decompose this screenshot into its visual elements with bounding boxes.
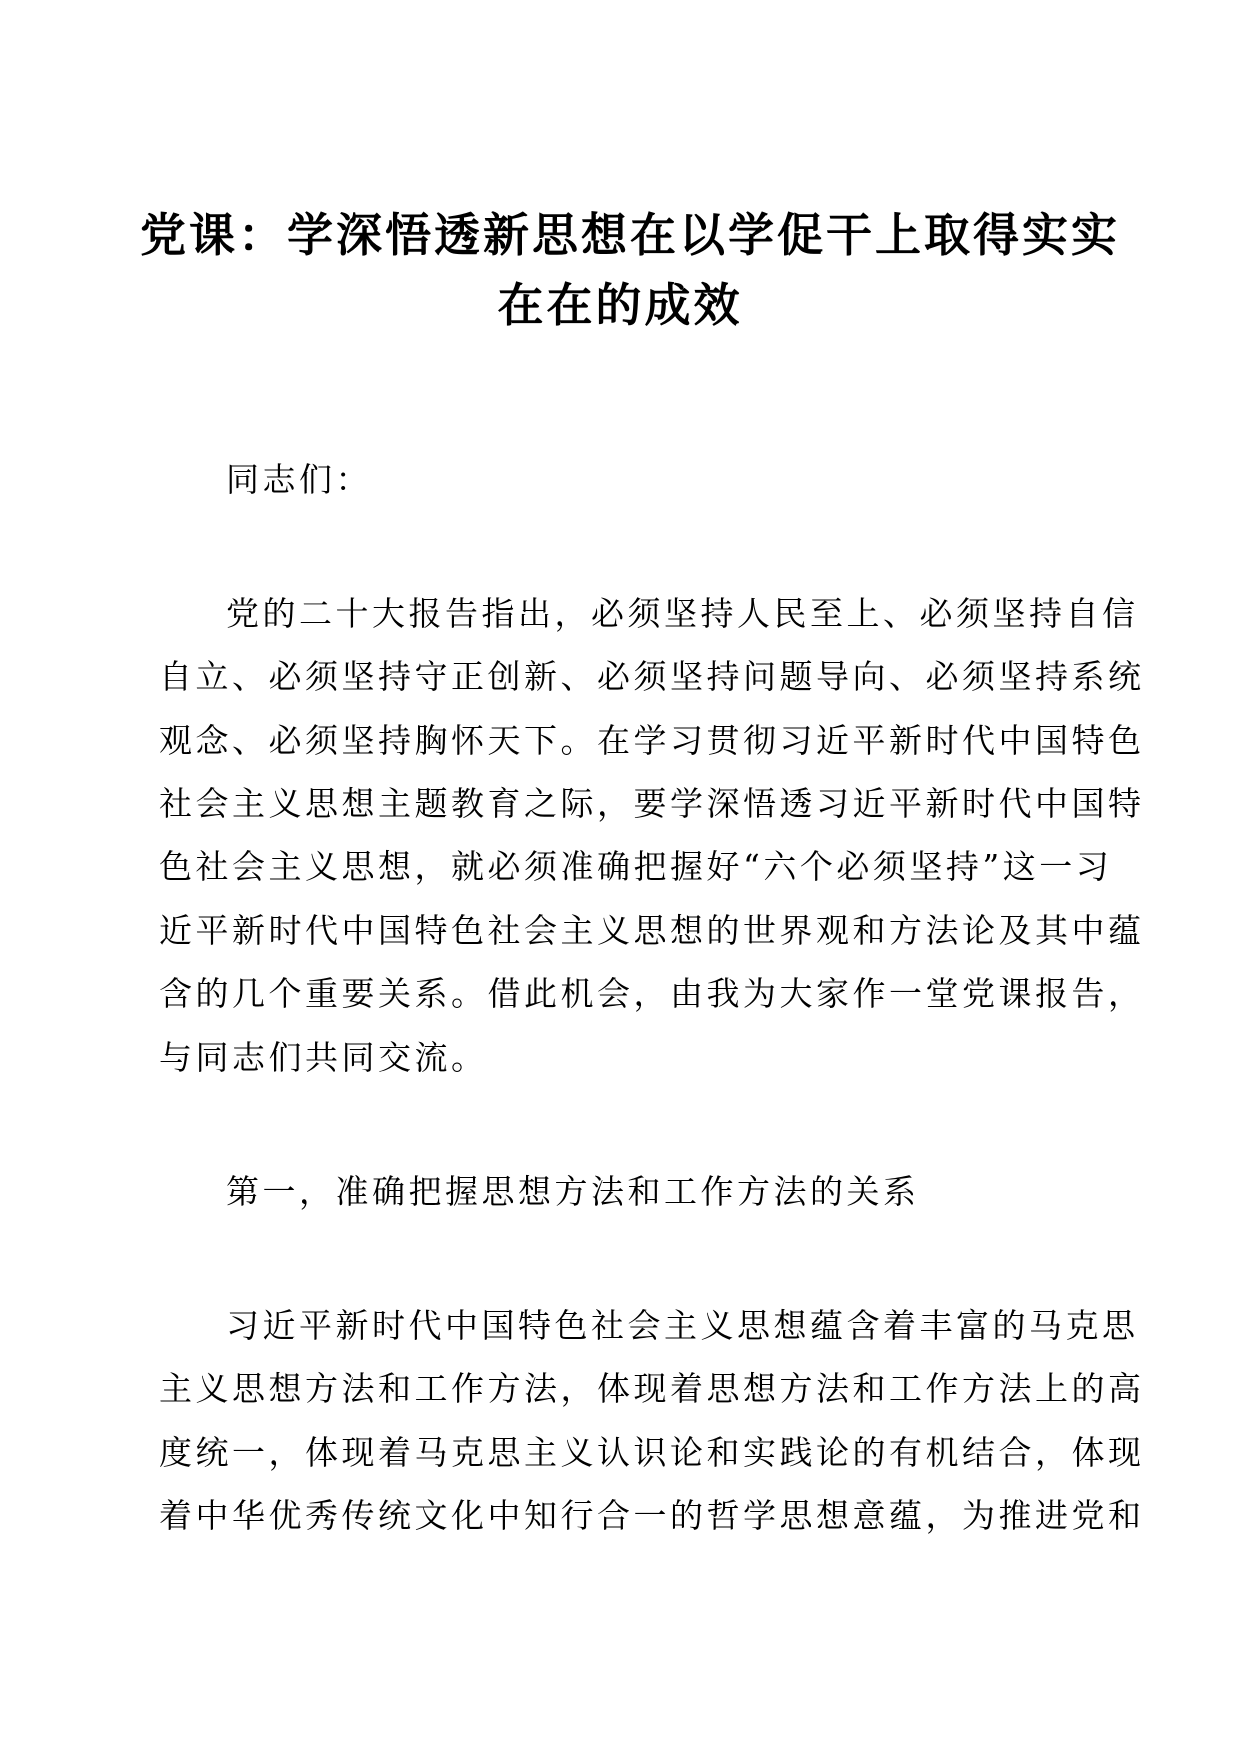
document-title-line-1: 党课：学深悟透新思想在以学促干上取得实实	[140, 208, 1120, 262]
paragraph1-line-1: 党的二十大报告指出，必须坚持人民至上、必须坚持自信	[226, 594, 1139, 633]
paragraph1-line-5: 色社会主义思想，就必须准确把握好“六个必须坚持”这一习	[159, 847, 1113, 886]
paragraph1-line-6: 近平新时代中国特色社会主义思想的世界观和方法论及其中蕴	[159, 911, 1145, 950]
paragraph2-line-4: 着中华优秀传统文化中知行合一的哲学思想意蕴，为推进党和	[159, 1496, 1145, 1535]
paragraph1-line-7: 含的几个重要关系。借此机会，由我为大家作一堂党课报告，	[159, 974, 1145, 1013]
section-heading-1: 第一，准确把握思想方法和工作方法的关系	[226, 1172, 920, 1211]
paragraph1-line-4: 社会主义思想主题教育之际，要学深悟透习近平新时代中国特	[159, 784, 1145, 823]
paragraph1-line-8: 与同志们共同交流。	[159, 1038, 488, 1077]
paragraph2-line-1: 习近平新时代中国特色社会主义思想蕴含着丰富的马克思	[226, 1306, 1139, 1345]
salutation: 同志们：	[226, 460, 372, 499]
paragraph2-line-3: 度统一，体现着马克思主义认识论和实践论的有机结合，体现	[159, 1433, 1145, 1472]
paragraph1-line-3: 观念、必须坚持胸怀天下。在学习贯彻习近平新时代中国特色	[159, 721, 1145, 760]
document-title-line-2: 在在的成效	[497, 278, 743, 332]
paragraph1-line-2: 自立、必须坚持守正创新、必须坚持问题导向、必须坚持系统	[159, 657, 1145, 696]
paragraph2-line-2: 主义思想方法和工作方法，体现着思想方法和工作方法上的高	[159, 1369, 1145, 1408]
